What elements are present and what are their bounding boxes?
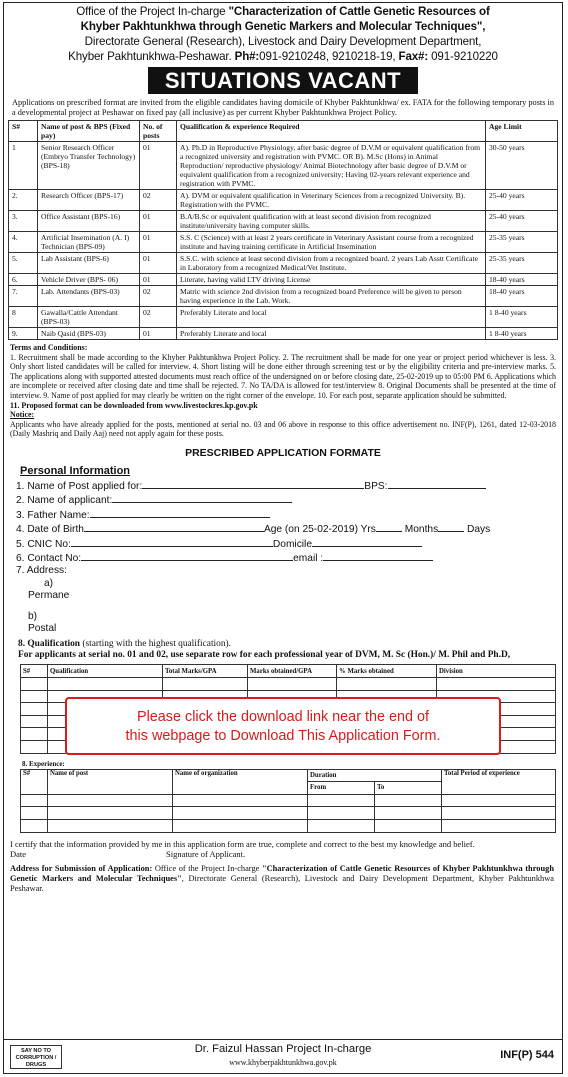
footer-website[interactable]: www.khyberpakhtunkhwa.gov.pk bbox=[229, 1058, 337, 1067]
field-label: Days bbox=[467, 524, 491, 536]
post-age-limit: 30-50 years bbox=[486, 142, 558, 190]
post-name: Senior Research Officer (Embryo Transfer Technology) (BPS-18) bbox=[38, 142, 140, 190]
post-count: 01 bbox=[140, 142, 177, 190]
field-line bbox=[84, 522, 264, 532]
blank-cell[interactable] bbox=[48, 819, 173, 832]
field-label: 5. CNIC No: bbox=[16, 538, 71, 550]
blank-cell[interactable] bbox=[21, 807, 48, 820]
post-qualification: A). DVM or equivalent qualification in Veterinary Sciences from a recognized University. B). Registration with the PVMC. bbox=[177, 190, 486, 211]
submission-address-dept: , Directorate General (Research), Livestock and Dairy Development Department, Khyber Pakhtunkhwa Peshawar. bbox=[10, 873, 554, 894]
post-qualification: Preferably Literate and local bbox=[177, 307, 486, 328]
post-count: 02 bbox=[140, 286, 177, 307]
blank-cell[interactable] bbox=[442, 819, 556, 832]
personal-info-fields bbox=[4, 479, 562, 635]
terms-heading: Terms and Conditions: bbox=[10, 343, 88, 352]
field-line bbox=[438, 522, 464, 532]
field-line bbox=[142, 479, 364, 489]
post-count: 01 bbox=[140, 274, 177, 286]
field-label: a) bbox=[44, 577, 54, 589]
post-row bbox=[9, 307, 558, 328]
field-label: Permane bbox=[28, 590, 70, 602]
post-age-limit: 18-40 years bbox=[486, 286, 558, 307]
field-label: Age (on 25-02-2019) Yrs bbox=[263, 524, 376, 536]
blank-cell[interactable] bbox=[308, 819, 375, 832]
post-sno: 5. bbox=[9, 253, 38, 274]
field-address-postal bbox=[4, 623, 562, 635]
exp-col-organization: Name of organization bbox=[173, 769, 308, 794]
post-count: 01 bbox=[140, 328, 177, 340]
qualification-table-header bbox=[21, 665, 556, 678]
post-qualification: Literate, having valid LTV driving License bbox=[177, 274, 486, 286]
post-name: Artificial Insemination (A. I) Technician (BPS-09) bbox=[38, 232, 140, 253]
field-line bbox=[81, 551, 293, 561]
exp-col-duration: Duration bbox=[308, 769, 442, 782]
post-name: Lab Assistant (BPS-6) bbox=[38, 253, 140, 274]
download-notice-overlay[interactable] bbox=[65, 697, 501, 755]
col-qualification: Qualification & experience Required bbox=[177, 121, 486, 142]
post-row bbox=[9, 190, 558, 211]
field-label: 4. Date of Birth bbox=[16, 524, 84, 536]
post-name: Vehicle Driver (BPS- 06) bbox=[38, 274, 140, 286]
intro-paragraph: Applications on prescribed format are invited from the eligible candidates having domicile of Khyber Pakhtunkhwa/ ex. FATA for the following temporary posts in a developmental project at Peshawar on fixed pay (all inclusive) as per current Khyber Pakhtunkhwa Project Policy. bbox=[12, 98, 554, 117]
post-age-limit: 1 8-40 years bbox=[486, 307, 558, 328]
blank-cell[interactable] bbox=[442, 807, 556, 820]
advertisement-page bbox=[3, 2, 563, 1074]
post-name: Research Officer (BPS-17) bbox=[38, 190, 140, 211]
field-cnic bbox=[4, 537, 562, 551]
header-fax-label: Fax#: bbox=[398, 50, 429, 63]
certification-statement bbox=[4, 833, 562, 860]
qualification-heading: 8. Qualification bbox=[18, 639, 80, 650]
form-title: PRESCRIBED APPLICATION FORMATE bbox=[185, 446, 381, 459]
field-line bbox=[323, 551, 433, 561]
blank-cell[interactable] bbox=[437, 678, 556, 691]
blank-cell[interactable] bbox=[308, 794, 375, 807]
blank-cell[interactable] bbox=[48, 794, 173, 807]
post-count: 02 bbox=[140, 190, 177, 211]
field-post-applied bbox=[4, 479, 562, 493]
post-qualification: S.S. C (Science) with at least 2 years certificate in Veterinary Assistant course from a recognized institute and having training certificate in Artificial Insemination bbox=[177, 232, 486, 253]
date-label: Date bbox=[10, 849, 27, 860]
blank-cell[interactable] bbox=[21, 690, 48, 703]
qual-col-marks-obtained: Marks obtained/GPA bbox=[248, 665, 337, 678]
post-count: 01 bbox=[140, 211, 177, 232]
blank-cell[interactable] bbox=[48, 678, 163, 691]
post-row bbox=[9, 253, 558, 274]
blank-cell[interactable] bbox=[21, 715, 48, 728]
post-count: 02 bbox=[140, 307, 177, 328]
col-post: Name of post & BPS (Fixed pay) bbox=[38, 121, 140, 142]
qual-col-division: Division bbox=[437, 665, 556, 678]
field-line bbox=[376, 522, 402, 532]
field-label: 2. Name of applicant: bbox=[16, 495, 113, 507]
footer bbox=[4, 1039, 562, 1073]
field-applicant-name bbox=[4, 493, 562, 507]
post-qualification: B.A/B.Sc or equivalent qualification with at least second division from recognized institute/university having computer skills. bbox=[177, 211, 486, 232]
post-sno: 2. bbox=[9, 190, 38, 211]
download-notice-line1: Please click the download link near the end of bbox=[137, 709, 429, 725]
download-notice-line2: this webpage to Download This Application Form. bbox=[125, 728, 441, 744]
submission-address-project: "Characterization of Cattle Genetic Resources of Khyber Pakhtunkhwa through Genetic Markers and Molecular Techniques" bbox=[10, 863, 554, 883]
field-label: 7. Address: bbox=[16, 565, 67, 577]
header-office-text: Office of the Project In-charge bbox=[76, 5, 229, 18]
blank-cell[interactable] bbox=[375, 819, 442, 832]
col-num-posts: No. of posts bbox=[140, 121, 177, 142]
post-sno: 7. bbox=[9, 286, 38, 307]
post-row bbox=[9, 142, 558, 190]
col-age-limit: Age Limit bbox=[486, 121, 558, 142]
blank-cell[interactable] bbox=[375, 794, 442, 807]
qualification-subnote: For applicants at serial no. 01 and 02, use separate row for each professional year of DVM, M. Sc (Hon.)/ M. Phil and Ph.D, bbox=[18, 650, 511, 661]
post-name: Naib Qasid (BPS-03) bbox=[38, 328, 140, 340]
exp-col-total-period: Total Period of experience bbox=[442, 769, 556, 794]
post-qualification: Preferably Literate and local bbox=[177, 328, 486, 340]
field-line bbox=[90, 508, 270, 518]
header-project-title: "Characterization of Cattle Genetic Resources of bbox=[228, 5, 490, 18]
field-line bbox=[312, 537, 422, 547]
submission-address bbox=[4, 860, 562, 895]
posts-table-body bbox=[9, 142, 558, 340]
post-row bbox=[9, 211, 558, 232]
submission-address-label: Address for Submission of Application: bbox=[10, 863, 153, 873]
experience-table-header bbox=[21, 769, 556, 782]
field-label: email : bbox=[293, 552, 324, 564]
header-phone: 091-9210248, 9210218-19, bbox=[259, 50, 399, 63]
field-line bbox=[112, 493, 292, 503]
post-sno: 3. bbox=[9, 211, 38, 232]
qualification-note: (starting with the highest qualification). bbox=[82, 639, 231, 650]
signature-label: Signature of Applicant. bbox=[166, 849, 246, 860]
field-father-name bbox=[4, 508, 562, 522]
blank-cell[interactable] bbox=[163, 678, 248, 691]
notice-body: Applicants who have already applied for the posts, mentioned at serial no. 03 and 06 above in response to this office advertisement no. INF(P), 1261, dated 12-03-2018 (Daily Mashriq and Daily Aaj) need not apply again for these posts. bbox=[10, 419, 556, 439]
post-sno: 6. bbox=[9, 274, 38, 286]
post-sno: 4. bbox=[9, 232, 38, 253]
post-qualification: S.S.C. with science at least second division from a recognized board. 2 years Lab Asstt Certificate in Laboratory from a recognized Medical/Vet Institute. bbox=[177, 253, 486, 274]
post-name: Lab. Attendants (BPS-03) bbox=[38, 286, 140, 307]
terms-section bbox=[4, 340, 562, 439]
post-row bbox=[9, 286, 558, 307]
post-row bbox=[9, 274, 558, 286]
terms-body: 1. Recruitment shall be made according to the Khyber Pakhtunkhwa Project Policy. 2. The recruitment shall be made for one year or project period whichever is less. 3. Only short listed candidates will be called for interview. 4. Short listing will be done either through screening test or by the eligibility criteria and pre-interview marks. 5. The applications along with supported attested documents must reach office of the undersigned on or before closing date, 25-02-2019 up to 05:00 PM 6. Applications which are incomplete or received after closing date and time shall be rejected. 7. No TA/DA is allowed for test/interview 8. Original Documents shall be presented at the time of interview. 9. Name of post applied for may clearly be written on the right corner of the envelope. 10. For each post, separate application should be submitted. bbox=[10, 352, 556, 400]
header-phone-label: Ph#: bbox=[234, 50, 260, 63]
field-address-a bbox=[4, 578, 562, 590]
header-location: Khyber Pakhtunkhwa-Peshawar. bbox=[68, 50, 235, 63]
exp-col-from: From bbox=[308, 782, 375, 795]
certification-text: I certify that the information provided by me in this application form are true, complete and correct to the best my knowledge and belief. bbox=[10, 838, 475, 849]
office-header bbox=[4, 3, 562, 64]
experience-table-body bbox=[21, 794, 556, 832]
post-sno: 8 bbox=[9, 307, 38, 328]
experience-row bbox=[21, 819, 556, 832]
exp-col-post: Name of post bbox=[48, 769, 173, 794]
field-line bbox=[71, 537, 273, 547]
blank-cell[interactable] bbox=[173, 794, 308, 807]
post-age-limit: 25-35 years bbox=[486, 232, 558, 253]
blank-cell[interactable] bbox=[173, 819, 308, 832]
blank-cell[interactable] bbox=[248, 678, 337, 691]
submission-address-office: Office of the Project In-charge bbox=[152, 863, 262, 873]
experience-heading: 8. Experience: bbox=[22, 759, 65, 768]
header-directorate: Directorate General (Research), Livestock and Dairy Development Department, bbox=[84, 35, 482, 48]
field-label: Domicile bbox=[272, 538, 312, 550]
blank-cell[interactable] bbox=[48, 807, 173, 820]
header-project-title-cont: Khyber Pakhtunkhwa through Genetic Markers and Molecular Techniques", bbox=[80, 20, 486, 33]
posts-table bbox=[8, 120, 558, 340]
experience-row bbox=[21, 794, 556, 807]
post-qualification: Matric with science 2nd division from a recognized board Preference will be given to person having experience in the Lab. Work. bbox=[177, 286, 486, 307]
post-age-limit: 18-40 years bbox=[486, 274, 558, 286]
qualification-section bbox=[4, 635, 562, 661]
qualification-row bbox=[21, 678, 556, 691]
post-age-limit: 25-40 years bbox=[486, 190, 558, 211]
inf-number: INF(P) 544 bbox=[500, 1049, 554, 1061]
post-age-limit: 25-35 years bbox=[486, 253, 558, 274]
post-qualification: A). Ph.D in Reproductive Physiology, after basic degree of D.V.M or equivalent qualification from a recognized university and registration with PVMC. OR B). M.Sc (Hons) in Animal Reproduction/ reproductive physiology/ Animal Biotechnology after basic degree of D.V.M or equivalent qualification from a recognized university; Having 02-years relevant experience and registration with PVMC. bbox=[177, 142, 486, 190]
post-sno: 9. bbox=[9, 328, 38, 340]
blank-cell[interactable] bbox=[442, 794, 556, 807]
field-address-permanent bbox=[4, 590, 562, 602]
field-label: 6. Contact No: bbox=[16, 552, 82, 564]
exp-col-sno: S# bbox=[21, 769, 48, 794]
post-row bbox=[9, 328, 558, 340]
post-row bbox=[9, 232, 558, 253]
exp-col-to: To bbox=[375, 782, 442, 795]
blank-cell[interactable] bbox=[21, 819, 48, 832]
col-sno: S# bbox=[9, 121, 38, 142]
field-label: Months bbox=[404, 524, 439, 536]
blank-cell[interactable] bbox=[337, 678, 437, 691]
blank-cell[interactable] bbox=[173, 807, 308, 820]
blank-cell[interactable] bbox=[308, 807, 375, 820]
field-address-b bbox=[4, 611, 562, 623]
post-count: 01 bbox=[140, 232, 177, 253]
field-line bbox=[388, 479, 486, 489]
blank-cell[interactable] bbox=[21, 794, 48, 807]
field-address bbox=[4, 565, 562, 577]
terms-download-item: 11. Proposed format can be downloaded from www.livestockres.kp.gov.pk bbox=[10, 400, 258, 410]
qual-col-sno: S# bbox=[21, 665, 48, 678]
header-fax: 091-9210220 bbox=[428, 50, 498, 63]
situations-vacant-banner: SITUATIONS VACANT bbox=[148, 67, 418, 94]
field-date-of-birth bbox=[4, 522, 562, 536]
field-label: b) bbox=[28, 610, 38, 622]
personal-info-heading: Personal Information bbox=[20, 464, 131, 477]
field-label: 1. Name of Post applied for: bbox=[16, 480, 143, 492]
post-age-limit: 25-40 years bbox=[486, 211, 558, 232]
anti-corruption-badge: SAY NO TO CORRUPTION / DRUGS bbox=[10, 1045, 62, 1069]
experience-table bbox=[20, 769, 556, 833]
post-name: Gawalla/Cattle Attendant (BPS-03) bbox=[38, 307, 140, 328]
blank-cell[interactable] bbox=[21, 678, 48, 691]
field-label: 3. Father Name: bbox=[16, 509, 90, 521]
notice-heading: Notice: bbox=[10, 410, 35, 420]
post-name: Office Assistant (BPS-16) bbox=[38, 211, 140, 232]
qual-col-qualification: Qualification bbox=[48, 665, 163, 678]
field-label: BPS: bbox=[364, 480, 388, 492]
field-label: Postal bbox=[28, 623, 57, 634]
experience-row bbox=[21, 807, 556, 820]
post-count: 01 bbox=[140, 253, 177, 274]
blank-cell[interactable] bbox=[21, 703, 48, 716]
posts-table-header bbox=[9, 121, 558, 142]
signatory-name: Dr. Faizul Hassan Project In-charge bbox=[194, 1043, 372, 1055]
blank-cell[interactable] bbox=[21, 740, 48, 753]
post-sno: 1 bbox=[9, 142, 38, 190]
blank-cell[interactable] bbox=[21, 728, 48, 741]
blank-cell[interactable] bbox=[375, 807, 442, 820]
post-age-limit: 1 8-40 years bbox=[486, 328, 558, 340]
qual-col-total-marks: Total Marks/GPA bbox=[163, 665, 248, 678]
qual-col-percent: % Marks obtained bbox=[337, 665, 437, 678]
field-contact bbox=[4, 551, 562, 565]
